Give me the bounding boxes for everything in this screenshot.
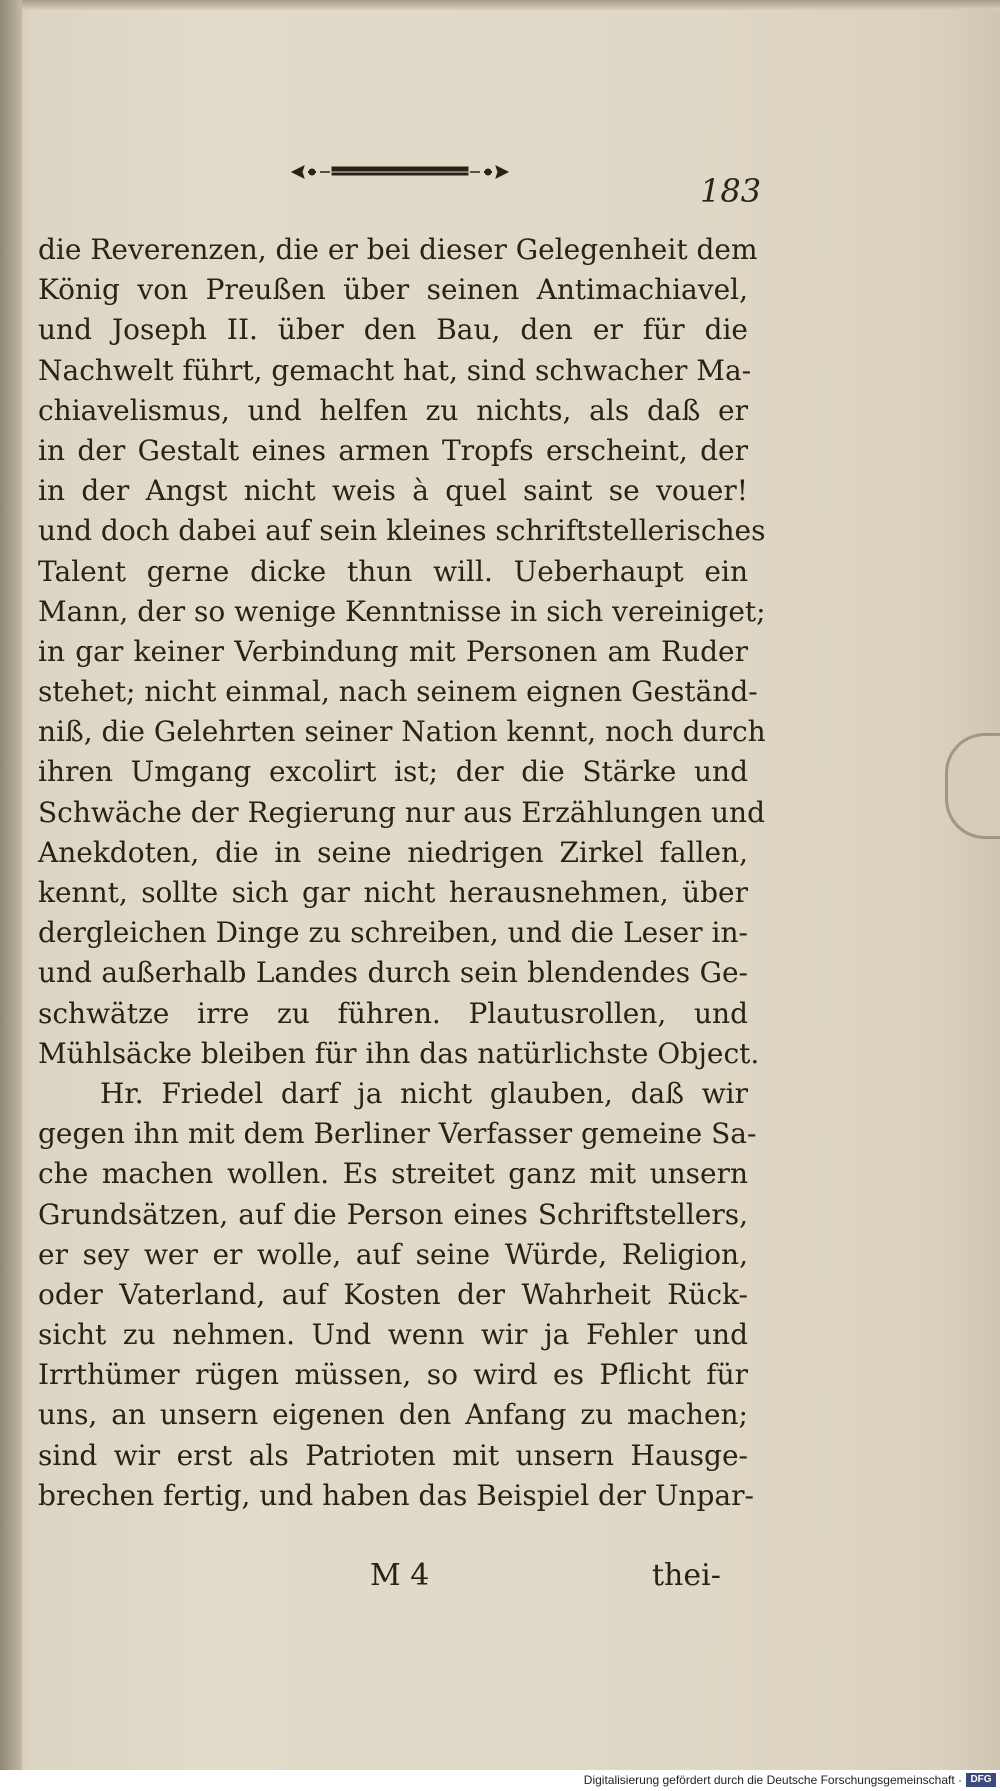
catchword: thei-	[652, 1558, 721, 1593]
text-line: dergleichen Dinge zu schreiben, und die Leser in-	[38, 916, 748, 950]
text-line: in der Angst nicht weis à quel saint se vouer!	[38, 474, 748, 508]
funding-credit: Digitalisierung gefördert durch die Deutsche Forschungsgemeinschaft ·	[583, 1773, 962, 1787]
text-line: Mühlsäcke bleiben für ihn das natürlichste Object.	[38, 1036, 760, 1070]
text-line: Mann, der so wenige Kenntnisse in sich vereiniget;	[38, 594, 766, 628]
text-line: brechen fertig, und haben das Beispiel der Unpar-	[38, 1478, 754, 1512]
signature-mark: M 4	[370, 1558, 430, 1593]
dfg-logo: DFG	[966, 1773, 996, 1787]
text-line: oder Vaterland, auf Kosten der Wahrheit Rück-	[38, 1277, 748, 1311]
text-line: sicht zu nehmen. Und wenn wir ja Fehler und	[38, 1318, 748, 1352]
text-line: und außerhalb Landes durch sein blendendes Ge-	[38, 956, 748, 990]
book-spine-edge	[0, 0, 22, 1770]
text-line: König von Preußen über seinen Antimachiavel,	[38, 273, 748, 307]
text-line: und doch dabei auf sein kleines schriftstellerisches	[38, 514, 766, 548]
page-footer	[0, 1558, 1000, 1598]
ornament-rule-icon	[290, 160, 510, 184]
text-line: niß, die Gelehrten seiner Nation kennt, noch durch	[38, 715, 766, 749]
text-line: Talent gerne dicke thun will. Ueberhaupt ein	[38, 554, 748, 588]
text-line: und Joseph II. über den Bau, den er für die	[38, 313, 748, 347]
text-line: chiavelismus, und helfen zu nichts, als daß er	[38, 393, 748, 427]
text-line: kennt, sollte sich gar nicht herausnehmen, über	[38, 876, 748, 909]
page-top-edge	[0, 0, 1000, 10]
text-line: Irrthümer rügen müssen, so wird es Pflicht für	[38, 1358, 748, 1392]
text-line: die Reverenzen, die er bei dieser Gelegenheit dem	[38, 233, 758, 266]
text-line: er sey wer er wolle, auf seine Würde, Religion,	[38, 1237, 748, 1271]
text-line: stehet; nicht einmal, nach seinem eignen Geständ-	[38, 675, 758, 709]
text-line: sind wir erst als Patrioten mit unsern Hausge-	[38, 1438, 748, 1472]
text-line: Anekdoten, die in seine niedrigen Zirkel fallen,	[38, 835, 748, 869]
text-line: Nachwelt führt, gemacht hat, sind schwacher Ma-	[38, 353, 752, 387]
text-line: che machen wollen. Es streitet ganz mit unsern	[38, 1157, 748, 1191]
text-line: Schwäche der Regierung nur aus Erzählungen und	[38, 795, 765, 829]
page-clip-tab	[945, 733, 1000, 839]
text-line: in gar keiner Verbindung mit Personen am Ruder	[38, 634, 748, 668]
text-line: gegen ihn mit dem Berliner Verfasser gemeine Sa-	[38, 1117, 757, 1151]
text-line: ihren Umgang excolirt ist; der die Stärke und	[38, 755, 748, 789]
body-text	[38, 230, 766, 1516]
text-line: Grundsätzen, auf die Person eines Schriftstellers,	[38, 1197, 748, 1231]
text-line: Hr. Friedel darf ja nicht glauben, daß wir	[100, 1076, 748, 1110]
text-line: in der Gestalt eines armen Tropfs erscheint, der	[38, 433, 748, 467]
text-line: uns, an unsern eigenen den Anfang zu machen;	[38, 1398, 748, 1432]
page-number: 183	[700, 172, 762, 210]
credit-bar	[0, 1770, 1000, 1791]
text-line: schwätze irre zu führen. Plautusrollen, und	[38, 996, 748, 1030]
